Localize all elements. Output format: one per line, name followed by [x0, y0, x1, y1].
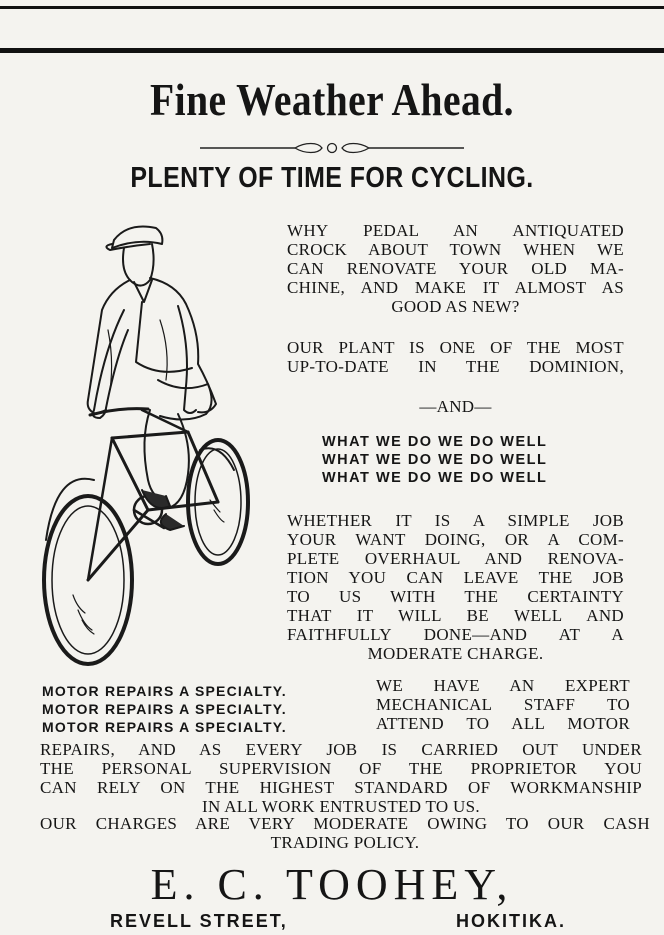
slogan-line: WHAT WE DO WE DO WELL [322, 452, 548, 468]
job-line: FAITHFULLY DONE—AND AT A [287, 625, 624, 644]
top-border-rule-thick [0, 48, 664, 53]
plant-paragraph [287, 338, 624, 376]
intro-line: GOOD AS NEW? [391, 297, 520, 316]
staff-line: MECHANICAL STAFF TO [376, 695, 630, 714]
proprietor-name: E. C. TOOHEY, [150, 860, 514, 909]
and-divider [287, 397, 624, 416]
job-line: MODERATE CHARGE. [367, 644, 544, 663]
job-paragraph [287, 511, 624, 663]
slogan-line: WHAT WE DO WE DO WELL [322, 434, 548, 450]
motor-specialty-line: MOTOR REPAIRS A SPECIALTY. [42, 683, 287, 699]
job-line: WHETHER IT IS A SIMPLE JOB [287, 511, 624, 530]
motor-specialty-line: MOTOR REPAIRS A SPECIALTY. [42, 701, 287, 717]
job-line: THAT IT WILL BE WELL AND [287, 606, 624, 625]
repairs-line: THE PERSONAL SUPERVISION OF THE PROPRIETOR YOU [40, 759, 642, 778]
repairs-line: IN ALL WORK ENTRUSTED TO US. [202, 797, 480, 816]
motor-specialty-line: MOTOR REPAIRS A SPECIALTY. [42, 719, 287, 735]
intro-line: WHY PEDAL AN ANTIQUATED [287, 221, 624, 240]
intro-line: CHINE, AND MAKE IT ALMOST AS [287, 278, 624, 297]
charges-paragraph [40, 814, 650, 852]
slogan-block [322, 433, 600, 487]
repairs-line: REPAIRS, AND AS EVERY JOB IS CARRIED OUT UNDER [40, 740, 642, 759]
motor-specialty-block [42, 682, 362, 736]
plant-line: UP-TO-DATE IN THE DOMINION, [287, 357, 624, 376]
town-name: HOKITIKA. [456, 911, 566, 931]
slogan-line: WHAT WE DO WE DO WELL [322, 470, 548, 486]
ornament-divider [200, 140, 464, 156]
charges-line: TRADING POLICY. [270, 833, 420, 852]
top-border-rule [0, 6, 664, 9]
and-line: —AND— [419, 397, 492, 416]
job-line: YOUR WANT DOING, OR A COM- [287, 530, 624, 549]
intro-paragraph [287, 221, 624, 316]
staff-line: ATTEND TO ALL MOTOR [376, 714, 630, 733]
repairs-line: CAN RELY ON THE HIGHEST STANDARD OF WORKMANSHIP [40, 778, 642, 797]
street-address: REVELL STREET, [110, 911, 288, 931]
subheadline: PLENTY OF TIME FOR CYCLING. [130, 162, 534, 194]
headline: Fine Weather Ahead. [150, 74, 514, 125]
job-line: TION YOU CAN LEAVE THE JOB [287, 568, 624, 587]
intro-line: CROCK ABOUT TOWN WHEN WE [287, 240, 624, 259]
staff-paragraph [376, 676, 630, 733]
job-line: PLETE OVERHAUL AND RENOVA- [287, 549, 624, 568]
charges-line: OUR CHARGES ARE VERY MODERATE OWING TO OUR CASH [40, 814, 650, 833]
repairs-paragraph [40, 740, 642, 816]
intro-line: CAN RENOVATE YOUR OLD MA- [287, 259, 624, 278]
plant-line: OUR PLANT IS ONE OF THE MOST [287, 338, 624, 357]
staff-line: WE HAVE AN EXPERT [376, 676, 630, 695]
job-line: TO US WITH THE CERTAINTY [287, 587, 624, 606]
cyclist-illustration [38, 210, 260, 668]
